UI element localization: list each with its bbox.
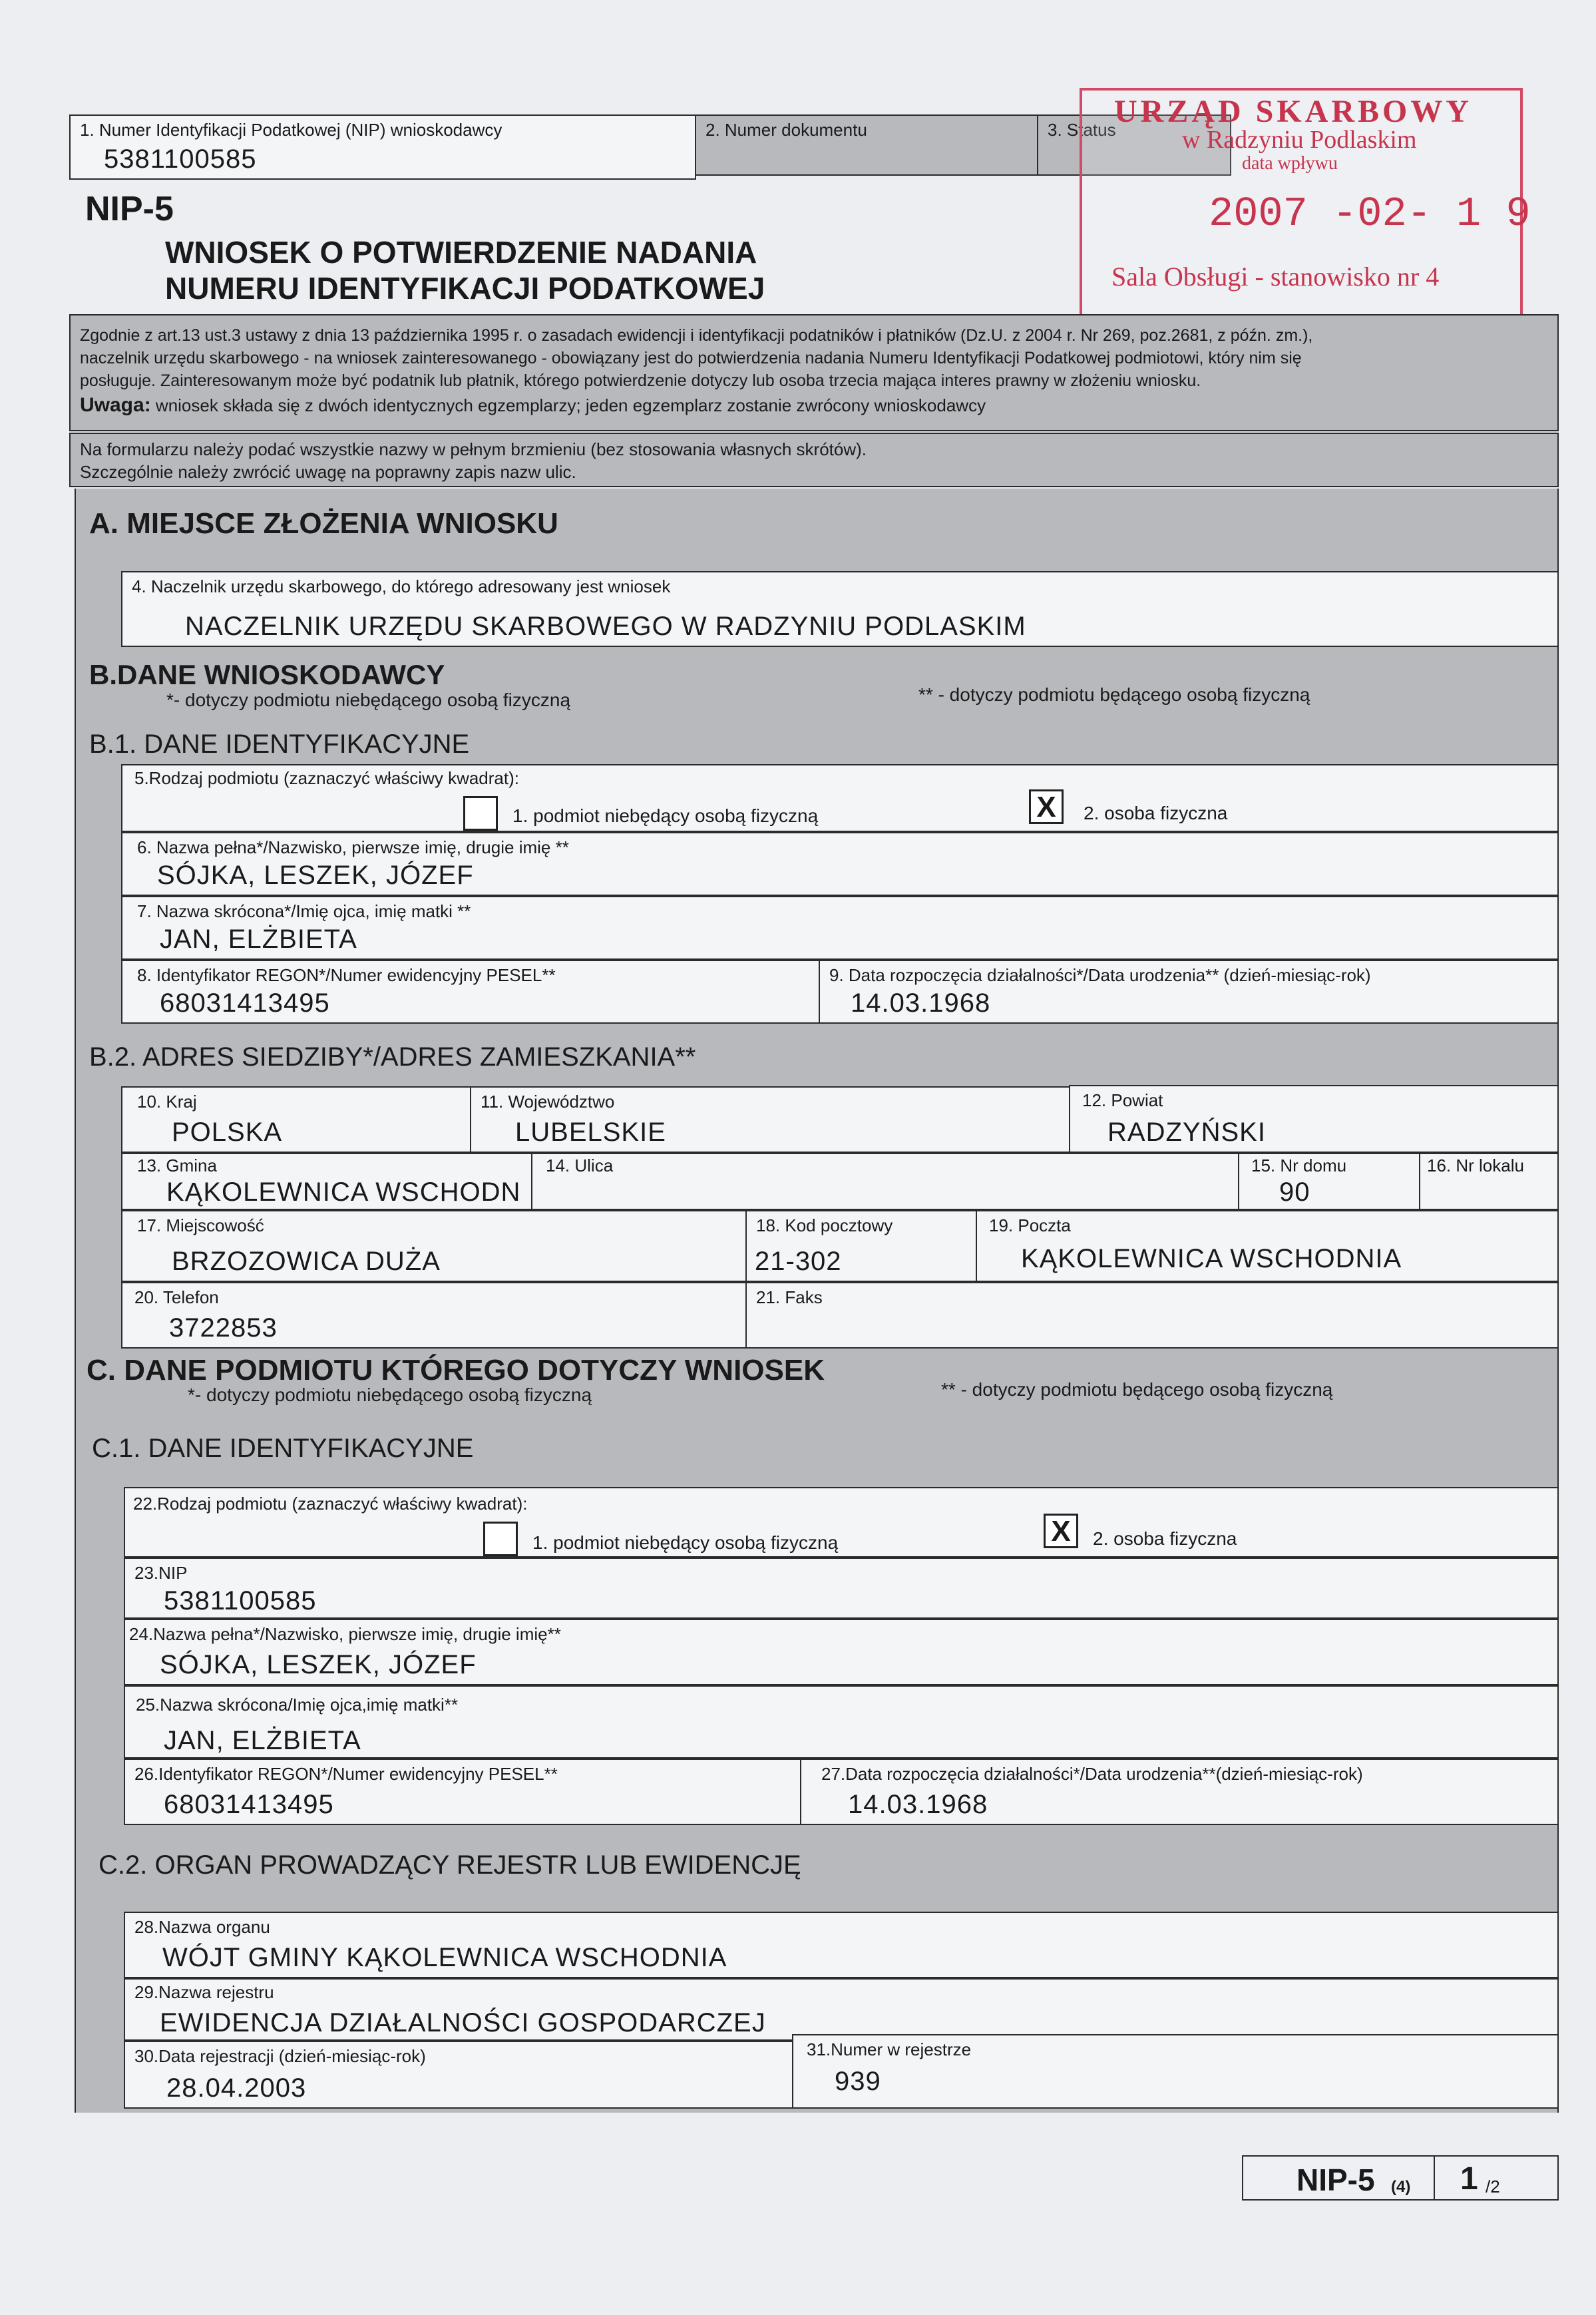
warning-label: Uwaga: (80, 394, 151, 416)
field-28-authority-name[interactable] (124, 1912, 1559, 1978)
option-non-natural-person: 1. podmiot niebędący osobą fizyczną (512, 805, 819, 826)
field-20-phone[interactable] (121, 1282, 747, 1349)
option-c-natural-person: 2. osoba fizyczna (1093, 1528, 1237, 1549)
field-7-short-name[interactable] (121, 896, 1559, 960)
checkbox-natural-person[interactable]: X (1029, 789, 1064, 824)
field-13-value: KĄKOLEWNICA WSCHODN (166, 1177, 521, 1207)
field-19-value: KĄKOLEWNICA WSCHODNIA (1021, 1244, 1402, 1273)
field-11-label: 11. Województwo (481, 1092, 615, 1112)
field-30-label: 30.Data rejestracji (dzień-miesiąc-rok) (134, 2046, 426, 2066)
field-23-value: 5381100585 (164, 1586, 317, 1615)
field-31-value: 939 (835, 2067, 881, 2096)
form-code: NIP-5 (85, 190, 174, 228)
field-28-value: WÓJT GMINY KĄKOLEWNICA WSCHODNIA (162, 1943, 727, 1972)
field-9-value: 14.03.1968 (851, 988, 991, 1018)
field-17-label: 17. Miejscowość (137, 1215, 264, 1235)
option-natural-person: 2. osoba fizyczna (1084, 803, 1228, 823)
field-19-label: 19. Poczta (989, 1215, 1071, 1235)
field-18-value: 21-302 (755, 1247, 842, 1276)
section-c-note-right: ** - dotyczy podmiotu będącego osobą fizyczną (941, 1379, 1333, 1400)
field-8-value: 68031413495 (160, 988, 330, 1018)
warning-text: wniosek składa się z dwóch identycznych egzemplarzy; jeden egzemplarz zostanie zwrócony wnioskodawcy (155, 395, 986, 415)
stamp-office-city: w Radzyniu Podlaskim (1182, 126, 1417, 154)
field-29-label: 29.Nazwa rejestru (134, 1982, 274, 2002)
note-line2: Szczególnie należy zwrócić uwagę na poprawny zapis nazw ulic. (80, 462, 576, 482)
stamp-date: 2007 -02- 1 9 (1209, 190, 1531, 238)
section-b-note-right: ** - dotyczy podmiotu będącego osobą fizyczną (918, 684, 1310, 705)
field-4-value: NACZELNIK URZĘDU SKARBOWEGO W RADZYNIU PODLASKIM (185, 612, 1026, 641)
checkbox-c-natural-person[interactable]: X (1044, 1514, 1078, 1548)
field-18-label: 18. Kod pocztowy (756, 1215, 893, 1235)
section-b2-title: B.2. ADRES SIEDZIBY*/ADRES ZAMIESZKANIA** (89, 1042, 696, 1072)
field-25-label: 25.Nazwa skrócona/Imię ojca,imię matki** (136, 1695, 459, 1715)
field-30-registration-date[interactable] (124, 2041, 793, 2109)
field-26-value: 68031413495 (164, 1790, 334, 1819)
field-10-label: 10. Kraj (137, 1092, 197, 1112)
field-24-value: SÓJKA, LESZEK, JÓZEF (160, 1650, 477, 1679)
field-15-label: 15. Nr domu (1251, 1156, 1347, 1175)
field-9-birth-date[interactable] (819, 960, 1559, 1024)
field-10-value: POLSKA (172, 1118, 283, 1147)
field-31-register-number[interactable] (792, 2034, 1559, 2109)
intro-warning (80, 394, 986, 417)
field-6-label: 6. Nazwa pełna*/Nazwisko, pierwsze imię, drugie imię ** (137, 837, 569, 857)
field-25-value: JAN, ELŻBIETA (164, 1726, 361, 1755)
form-title-line2: NUMERU IDENTYFIKACJI PODATKOWEJ (165, 271, 765, 306)
field-7-label: 7. Nazwa skrócona*/Imię ojca, imię matki ** (137, 901, 471, 921)
field-26-label: 26.Identyfikator REGON*/Numer ewidencyjny PESEL** (134, 1764, 558, 1784)
field-4-label: 4. Naczelnik urzędu skarbowego, do którego adresowany jest wniosek (132, 576, 671, 596)
form-title-line1: WNIOSEK O POTWIERDZENIE NADANIA (165, 235, 757, 270)
note-box (69, 433, 1559, 487)
field-14-label: 14. Ulica (546, 1156, 614, 1175)
footer-page (1434, 2155, 1559, 2201)
field-17-value: BRZOZOWICA DUŻA (172, 1247, 441, 1276)
checkbox-c-non-natural-person[interactable] (483, 1522, 518, 1556)
field-31-label: 31.Numer w rejestrze (807, 2039, 972, 2059)
field-15-value: 90 (1279, 1177, 1310, 1207)
field-29-value: EWIDENCJA DZIAŁALNOŚCI GOSPODARCZEJ (160, 2008, 766, 2037)
stamp-receipt-label: data wpływu (1242, 153, 1338, 174)
field-30-value: 28.04.2003 (166, 2073, 307, 2103)
field-6-full-name[interactable] (121, 832, 1559, 896)
section-c-note-left: *- dotyczy podmiotu niebędącego osobą fizyczną (188, 1384, 592, 1405)
field-11-value: LUBELSKIE (515, 1118, 666, 1147)
field-19-post-office[interactable] (976, 1210, 1559, 1282)
document-number-field (695, 114, 1038, 176)
field-27-value: 14.03.1968 (848, 1790, 988, 1819)
field-12-label: 12. Powiat (1082, 1090, 1163, 1110)
section-b-title: B.DANE WNIOSKODAWCY (89, 659, 445, 690)
field-11-voivodeship[interactable] (470, 1086, 1070, 1153)
field-23-label: 23.NIP (134, 1563, 188, 1583)
intro-line2: naczelnik urzędu skarbowego - na wniosek zainteresowanego - obowiązany jest do potwierdzenia nadania Numeru Identyfikacji Podatkowej podmiotowi, który nim się (80, 349, 1302, 367)
document-number-label: 2. Numer dokumentu (705, 120, 867, 140)
field-29-register-name[interactable] (124, 1978, 1559, 2041)
field-23-nip[interactable] (124, 1558, 1559, 1619)
field-8-label: 8. Identyfikator REGON*/Numer ewidencyjny PESEL** (137, 965, 556, 985)
field-17-locality[interactable] (121, 1210, 747, 1282)
section-b-note-left: *- dotyczy podmiotu niebędącego osobą fizyczną (166, 690, 571, 710)
field-5-label: 5.Rodzaj podmiotu (zaznaczyć właściwy kwadrat): (134, 768, 519, 788)
field-22-entity-type (124, 1487, 1559, 1558)
field-16-flat-number[interactable] (1419, 1153, 1559, 1210)
section-a-title: A. MIEJSCE ZŁOŻENIA WNIOSKU (89, 507, 558, 540)
field-21-label: 21. Faks (756, 1287, 823, 1307)
nip-value: 5381100585 (104, 144, 257, 174)
status-label: 3. Status (1048, 120, 1116, 140)
intro-line1: Zgodnie z art.13 ust.3 ustawy z dnia 13 października 1995 r. o zasadach ewidencji i identyfikacji podatników i płatników (Dz.U. z 2004 r. Nr 269, poz.2681, z późn. zm.), (80, 326, 1313, 345)
option-c-non-natural-person: 1. podmiot niebędący osobą fizyczną (532, 1532, 839, 1553)
intro-box (69, 314, 1559, 431)
field-9-label: 9. Data rozpoczęcia działalności*/Data urodzenia** (dzień-miesiąc-rok) (829, 965, 1371, 985)
field-16-label: 16. Nr lokalu (1427, 1156, 1524, 1175)
note-line1: Na formularzu należy podać wszystkie nazwy w pełnym brzmieniu (bez stosowania własnych skrótów). (80, 439, 867, 459)
field-6-value: SÓJKA, LESZEK, JÓZEF (157, 861, 474, 890)
field-12-value: RADZYŃSKI (1107, 1118, 1266, 1147)
footer-form-code (1242, 2155, 1435, 2201)
field-10-country[interactable] (121, 1086, 471, 1153)
field-20-label: 20. Telefon (134, 1287, 219, 1307)
stamp-desk: Sala Obsługi - stanowisko nr 4 (1111, 262, 1440, 292)
section-c-title: C. DANE PODMIOTU KTÓREGO DOTYCZY WNIOSEK (87, 1354, 825, 1386)
field-25-short-name[interactable] (124, 1685, 1559, 1759)
field-13-label: 13. Gmina (137, 1156, 217, 1175)
field-15-house-number[interactable] (1238, 1153, 1420, 1210)
field-21-fax[interactable] (745, 1282, 1559, 1349)
field-12-county[interactable] (1069, 1085, 1559, 1153)
checkbox-non-natural-person[interactable] (463, 796, 498, 831)
field-20-value: 3722853 (169, 1313, 278, 1343)
section-c2-title: C.2. ORGAN PROWADZĄCY REJESTR LUB EWIDENCJĘ (99, 1850, 801, 1880)
footer-code: NIP-5 (1297, 2163, 1375, 2197)
field-5-entity-type (121, 764, 1559, 832)
footer-version: (4) (1391, 2178, 1411, 2196)
field-14-street[interactable] (531, 1153, 1239, 1210)
field-22-label: 22.Rodzaj podmiotu (zaznaczyć właściwy kwadrat): (133, 1494, 528, 1514)
stamp-office-name: URZĄD SKARBOWY (1114, 94, 1473, 129)
field-27-label: 27.Data rozpoczęcia działalności*/Data urodzenia**(dzień-miesiąc-rok) (821, 1764, 1363, 1784)
field-24-full-name[interactable] (124, 1619, 1559, 1685)
field-4-tax-office[interactable] (121, 571, 1559, 647)
field-26-pesel[interactable] (124, 1759, 801, 1825)
footer-page-number: 1 (1460, 2161, 1478, 2197)
field-13-commune[interactable] (121, 1153, 532, 1210)
field-24-label: 24.Nazwa pełna*/Nazwisko, pierwsze imię, drugie imię** (129, 1624, 561, 1644)
field-28-label: 28.Nazwa organu (134, 1917, 270, 1937)
section-b1-title: B.1. DANE IDENTYFIKACYJNE (89, 730, 470, 759)
office-stamp (1080, 88, 1531, 349)
field-27-birth-date[interactable] (800, 1759, 1559, 1825)
intro-line3: posługuje. Zainteresowanym może być podatnik lub płatnik, którego potwierdzenie dotyczy lub osoba trzecia mająca interes prawny w złożeniu wniosku. (80, 371, 1201, 390)
section-c1-title: C.1. DANE IDENTYFIKACYJNE (92, 1434, 474, 1463)
nip-field[interactable] (69, 114, 696, 180)
field-8-pesel[interactable] (121, 960, 820, 1024)
nip-label: 1. Numer Identyfikacji Podatkowej (NIP) wnioskodawcy (80, 120, 502, 140)
field-18-postal-code[interactable] (745, 1210, 977, 1282)
footer-page-total: /2 (1486, 2177, 1500, 2197)
field-7-value: JAN, ELŻBIETA (160, 925, 357, 954)
